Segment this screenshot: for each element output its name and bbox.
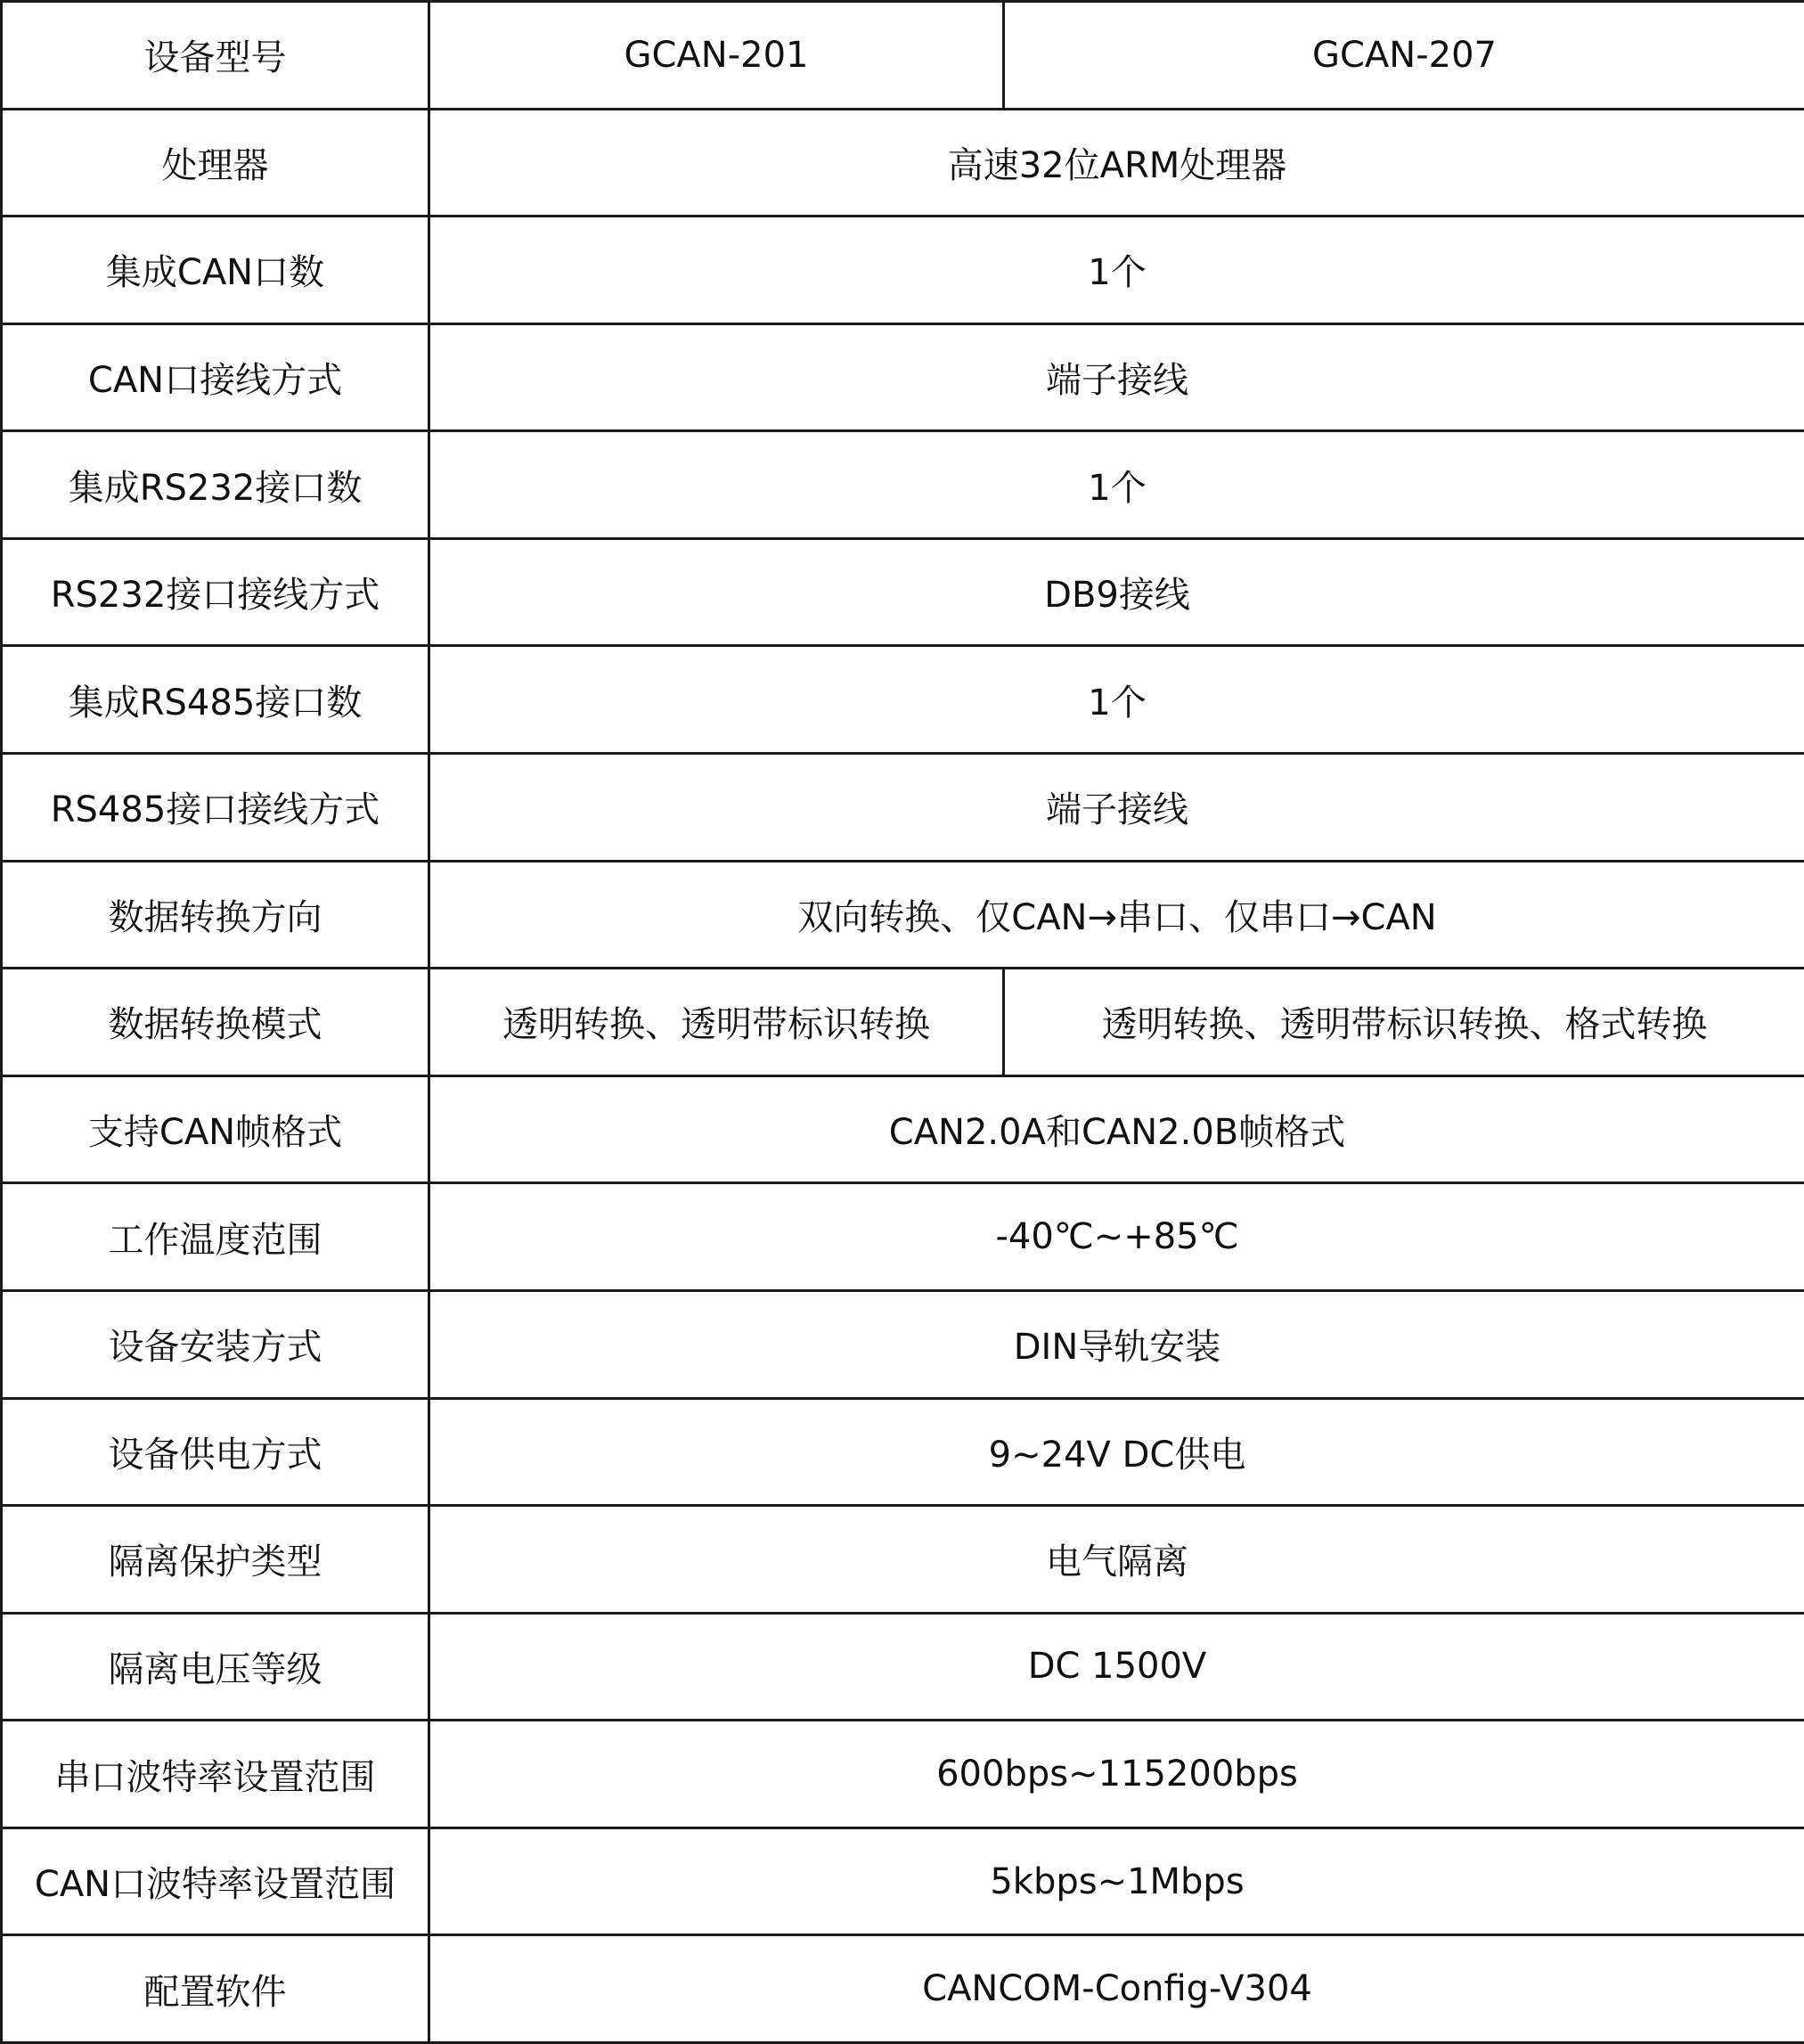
row-label: 设备供电方式 — [2, 1398, 429, 1506]
row-value: DIN导轨安装 — [429, 1290, 1804, 1398]
row-label: 数据转换模式 — [2, 969, 429, 1076]
row-value: 1个 — [429, 646, 1804, 754]
header-label: 设备型号 — [2, 2, 429, 110]
row-value: 高速32位ARM处理器 — [429, 109, 1804, 217]
table-row — [2, 109, 1804, 217]
table-row — [2, 754, 1804, 862]
row-value: 5kbps~1Mbps — [429, 1827, 1804, 1935]
table-row — [2, 861, 1804, 969]
table-row — [2, 1075, 1804, 1183]
row-label: 串口波特率设置范围 — [2, 1721, 429, 1828]
row-label: 设备安装方式 — [2, 1290, 429, 1398]
row-value-gcan-207: 透明转换、透明带标识转换、格式转换 — [1004, 969, 1804, 1076]
table-row — [2, 323, 1804, 431]
table-row — [2, 1613, 1804, 1721]
table-row — [2, 969, 1804, 1076]
table-row — [2, 1290, 1804, 1398]
table-row — [2, 1506, 1804, 1614]
row-value: 电气隔离 — [429, 1506, 1804, 1614]
row-label: 配置软件 — [2, 1935, 429, 2043]
row-value: CANCOM-Config-V304 — [429, 1935, 1804, 2043]
row-label: RS485接口接线方式 — [2, 754, 429, 862]
row-value: 9~24V DC供电 — [429, 1398, 1804, 1506]
row-label: 处理器 — [2, 109, 429, 217]
row-label: 数据转换方向 — [2, 861, 429, 969]
table-row — [2, 431, 1804, 539]
table-row — [2, 1721, 1804, 1828]
table-row — [2, 1398, 1804, 1506]
row-value: 1个 — [429, 217, 1804, 324]
row-value: 1个 — [429, 431, 1804, 539]
table-row — [2, 646, 1804, 754]
table-row — [2, 1183, 1804, 1291]
row-label: 集成RS232接口数 — [2, 431, 429, 539]
row-value: 端子接线 — [429, 754, 1804, 862]
row-label: 隔离保护类型 — [2, 1506, 429, 1614]
row-label: RS232接口接线方式 — [2, 538, 429, 646]
row-label: 支持CAN帧格式 — [2, 1075, 429, 1183]
model-gcan-207: GCAN-207 — [1004, 2, 1804, 110]
table-row — [2, 1827, 1804, 1935]
row-label: CAN口接线方式 — [2, 323, 429, 431]
table-row — [2, 1935, 1804, 2043]
row-value: DC 1500V — [429, 1613, 1804, 1721]
table-row — [2, 217, 1804, 324]
row-label: 集成RS485接口数 — [2, 646, 429, 754]
row-value: 600bps~115200bps — [429, 1721, 1804, 1828]
row-value: CAN2.0A和CAN2.0B帧格式 — [429, 1075, 1804, 1183]
row-label: CAN口波特率设置范围 — [2, 1827, 429, 1935]
header-row — [2, 2, 1804, 110]
model-gcan-201: GCAN-201 — [429, 2, 1004, 110]
row-label: 工作温度范围 — [2, 1183, 429, 1291]
row-value: DB9接线 — [429, 538, 1804, 646]
row-label: 隔离电压等级 — [2, 1613, 429, 1721]
row-value-gcan-201: 透明转换、透明带标识转换 — [429, 969, 1004, 1076]
row-value: 双向转换、仅CAN→串口、仅串口→CAN — [429, 861, 1804, 969]
table-row — [2, 538, 1804, 646]
row-label: 集成CAN口数 — [2, 217, 429, 324]
row-value: 端子接线 — [429, 323, 1804, 431]
row-value: -40℃~+85℃ — [429, 1183, 1804, 1291]
